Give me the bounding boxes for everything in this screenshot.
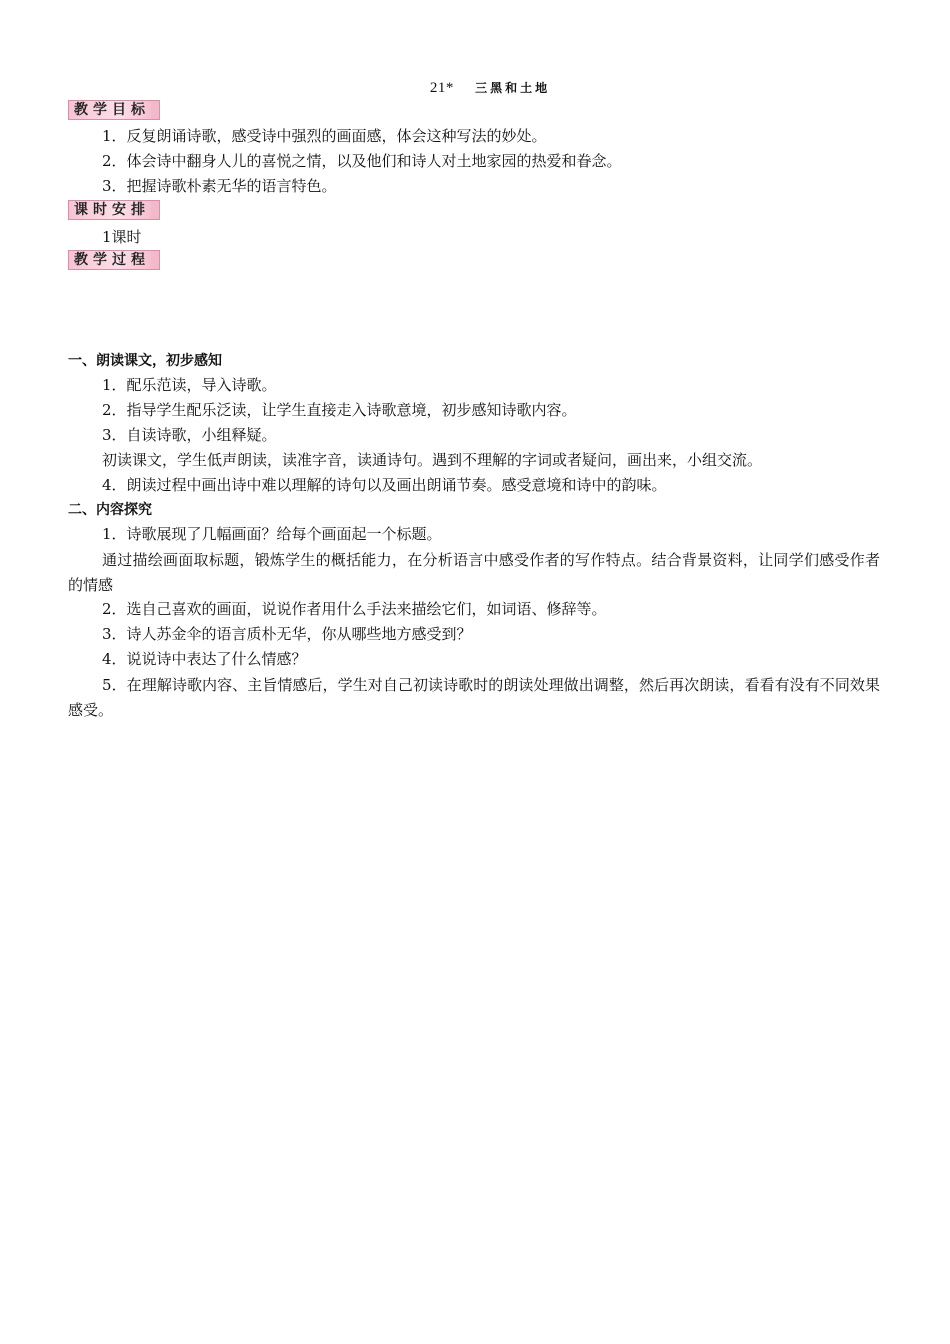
- list-item: 3．自读诗歌，小组释疑。: [102, 426, 277, 444]
- part1-heading: 一、朗读课文，初步感知: [68, 353, 222, 369]
- paragraph: 通过描绘画面取标题，锻炼学生的概括能力，在分析语言中感受作者的写作特点。结合背景资料，让同学们感受作者的情感: [68, 551, 880, 594]
- goal-item: 2．体会诗中翻身人儿的喜悦之情，以及他们和诗人对土地家园的热爱和眷念。: [102, 152, 622, 170]
- section-badge-goals: 教学目标: [68, 100, 160, 120]
- lesson-title: [0, 78, 950, 97]
- lesson-number: 21*: [429, 80, 454, 96]
- schedule-text: 1课时: [102, 228, 142, 246]
- list-item: 2．指导学生配乐泛读，让学生直接走入诗歌意境，初步感知诗歌内容。: [102, 401, 577, 419]
- goal-item: 1．反复朗诵诗歌，感受诗中强烈的画面感，体会这种写法的妙处。: [102, 127, 547, 145]
- section-badge-process: 教学过程: [68, 250, 160, 270]
- list-item: 1．配乐范读，导入诗歌。: [102, 376, 277, 394]
- lesson-name: 三黑和土地: [475, 81, 551, 95]
- list-item: 4．朗读过程中画出诗中难以理解的诗句以及画出朗诵节奏。感受意境和诗中的韵味。: [102, 476, 667, 494]
- list-item: 1．诗歌展现了几幅画面？给每个画面起一个标题。: [102, 525, 442, 543]
- list-item: 3．诗人苏金伞的语言质朴无华，你从哪些地方感受到？: [102, 625, 472, 643]
- list-item: 2．选自己喜欢的画面，说说作者用什么手法来描绘它们，如词语、修辞等。: [102, 600, 607, 618]
- part2-heading: 二、内容探究: [68, 502, 152, 518]
- section-badge-schedule: 课时安排: [68, 200, 160, 220]
- list-item: 4．说说诗中表达了什么情感？: [102, 650, 307, 668]
- goal-item: 3．把握诗歌朴素无华的语言特色。: [102, 177, 337, 195]
- list-item: 初读课文，学生低声朗读，读准字音，读通诗句。遇到不理解的字词或者疑问，画出来，小组交流。: [102, 451, 763, 469]
- paragraph: 5．在理解诗歌内容、主旨情感后，学生对自己初读诗歌时的朗读处理做出调整，然后再次朗读，看看有没有不同效果感受。: [68, 676, 880, 719]
